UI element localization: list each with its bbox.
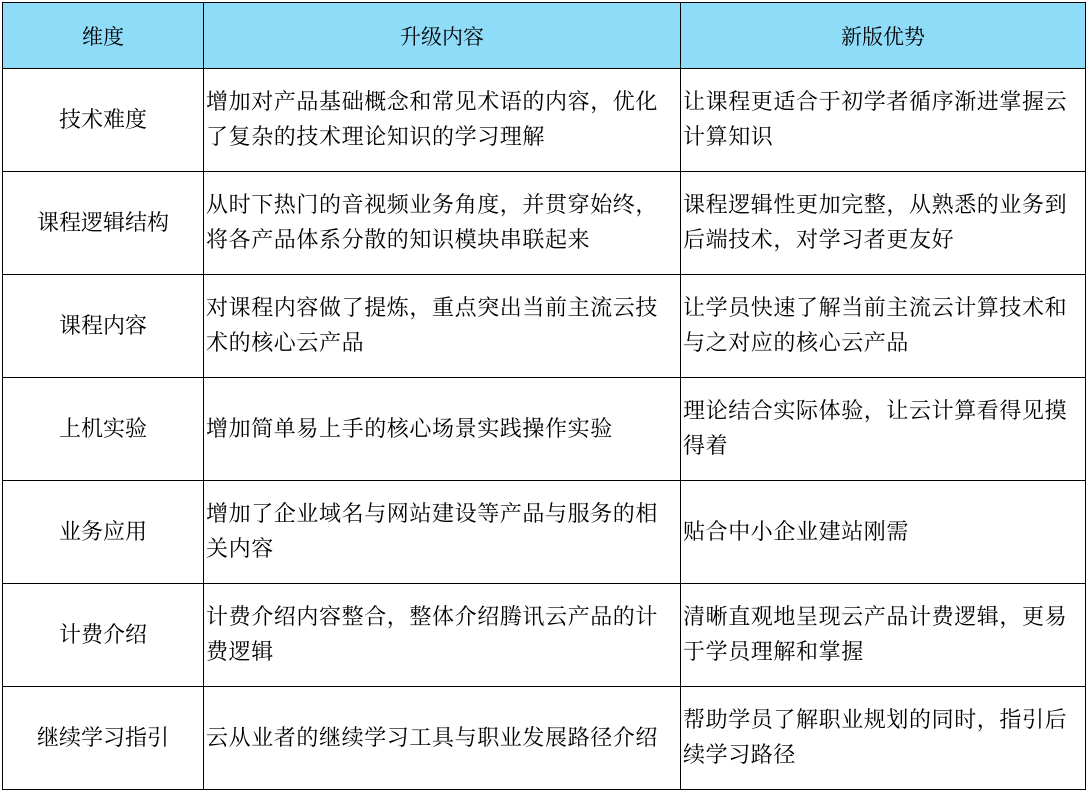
upgrade-cell: 云从业者的继续学习工具与职业发展路径介绍 bbox=[204, 687, 681, 790]
advantage-cell: 理论结合实际体验，让云计算看得见摸得着 bbox=[681, 378, 1086, 481]
dimension-cell: 上机实验 bbox=[3, 378, 204, 481]
dimension-cell: 业务应用 bbox=[3, 481, 204, 584]
table-row bbox=[3, 172, 1086, 275]
advantage-cell: 让课程更适合于初学者循序渐进掌握云计算知识 bbox=[681, 69, 1086, 172]
table-row bbox=[3, 69, 1086, 172]
advantage-cell: 清晰直观地呈现云产品计费逻辑，更易于学员理解和掌握 bbox=[681, 584, 1086, 687]
table-row bbox=[3, 481, 1086, 584]
upgrade-cell: 对课程内容做了提炼，重点突出当前主流云技术的核心云产品 bbox=[204, 275, 681, 378]
table-row bbox=[3, 584, 1086, 687]
header-dimension: 维度 bbox=[3, 3, 204, 69]
upgrade-comparison-table bbox=[2, 2, 1086, 790]
upgrade-cell: 从时下热门的音视频业务角度，并贯穿始终，将各产品体系分散的知识模块串联起来 bbox=[204, 172, 681, 275]
dimension-cell: 课程内容 bbox=[3, 275, 204, 378]
table-row bbox=[3, 378, 1086, 481]
upgrade-cell: 增加对产品基础概念和常见术语的内容，优化了复杂的技术理论知识的学习理解 bbox=[204, 69, 681, 172]
header-upgrade-content: 升级内容 bbox=[204, 3, 681, 69]
table-header-row bbox=[3, 3, 1086, 69]
dimension-cell: 计费介绍 bbox=[3, 584, 204, 687]
header-new-advantage: 新版优势 bbox=[681, 3, 1086, 69]
table-row bbox=[3, 275, 1086, 378]
advantage-cell: 帮助学员了解职业规划的同时，指引后续学习路径 bbox=[681, 687, 1086, 790]
dimension-cell: 继续学习指引 bbox=[3, 687, 204, 790]
upgrade-cell: 增加了企业域名与网站建设等产品与服务的相关内容 bbox=[204, 481, 681, 584]
upgrade-cell: 增加简单易上手的核心场景实践操作实验 bbox=[204, 378, 681, 481]
advantage-cell: 让学员快速了解当前主流云计算技术和与之对应的核心云产品 bbox=[681, 275, 1086, 378]
advantage-cell: 课程逻辑性更加完整，从熟悉的业务到后端技术，对学习者更友好 bbox=[681, 172, 1086, 275]
advantage-cell: 贴合中小企业建站刚需 bbox=[681, 481, 1086, 584]
upgrade-cell: 计费介绍内容整合，整体介绍腾讯云产品的计费逻辑 bbox=[204, 584, 681, 687]
dimension-cell: 技术难度 bbox=[3, 69, 204, 172]
table-row bbox=[3, 687, 1086, 790]
dimension-cell: 课程逻辑结构 bbox=[3, 172, 204, 275]
